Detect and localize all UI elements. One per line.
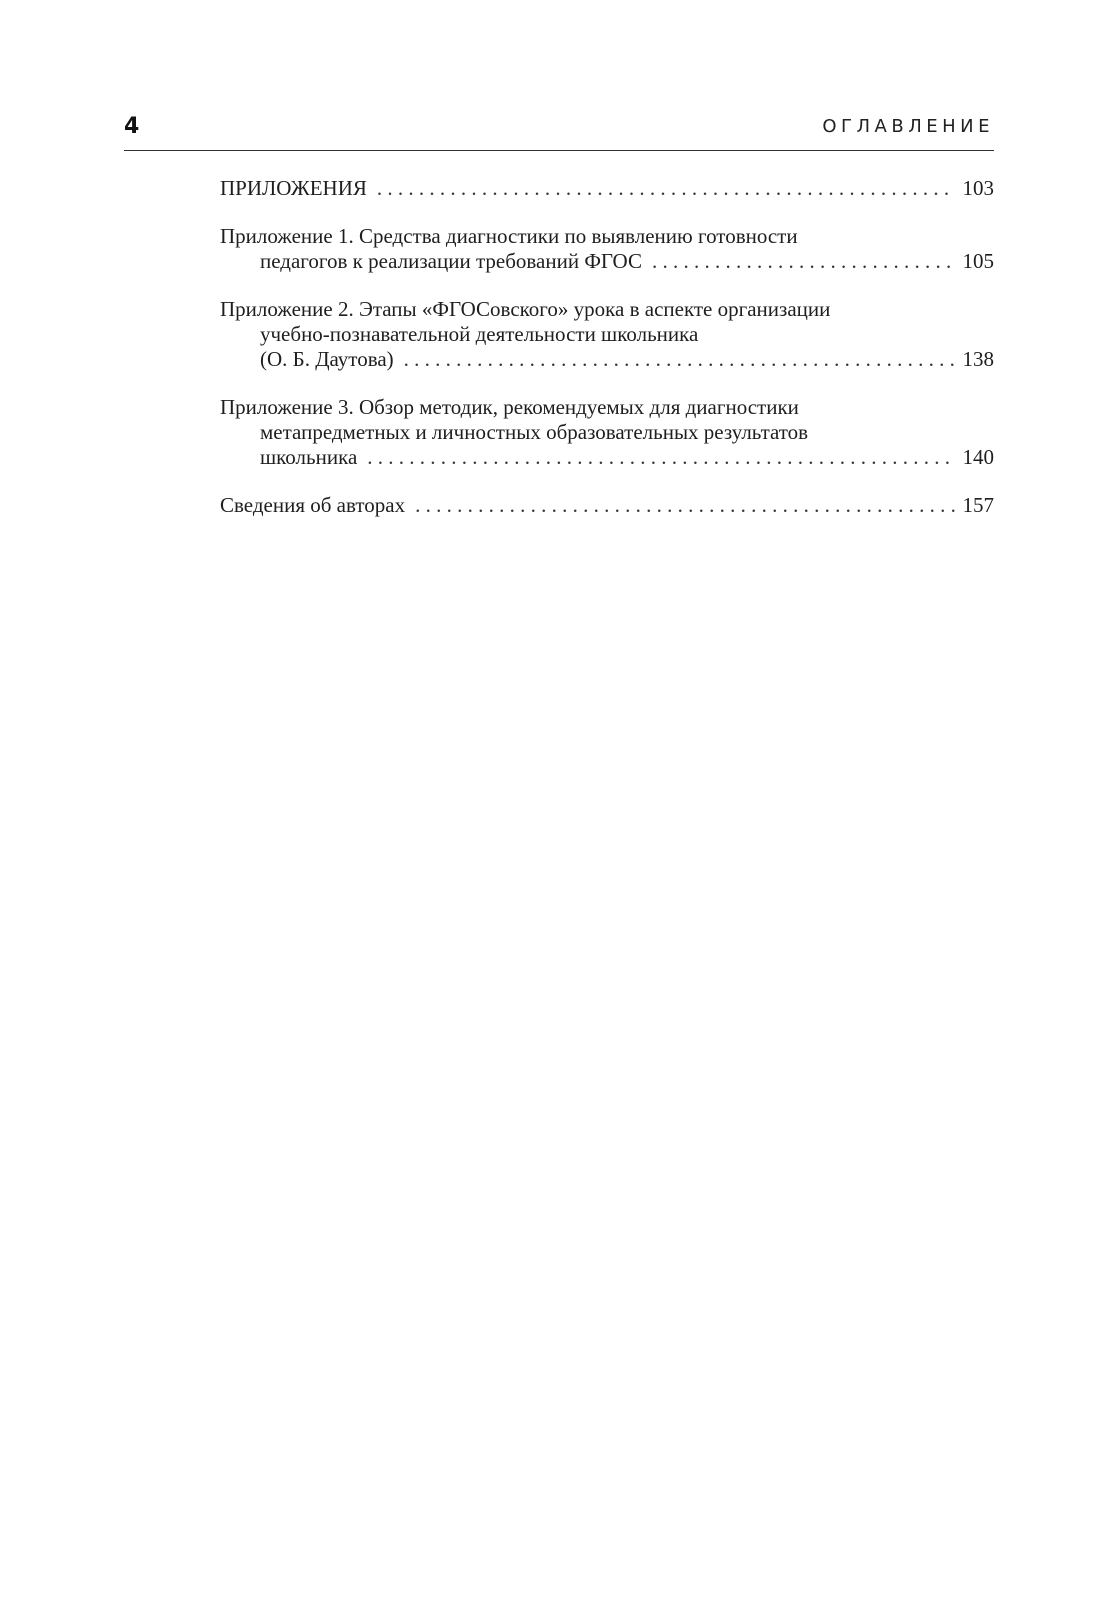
page-header [124,112,994,148]
toc-page-number: 103 [962,176,994,200]
toc-entry-line [220,445,994,470]
toc-page-number: 138 [962,347,994,371]
header-divider [124,150,994,151]
toc-entry-appendix-2 [220,297,994,372]
toc-entry-title: Сведения об авторах [220,493,406,517]
toc-entry-title-continuation: школьника [260,445,358,469]
running-title: ОГЛАВЛЕНИЕ [822,116,994,137]
dot-leader [652,249,955,274]
table-of-contents [220,176,994,541]
toc-entry-line [220,347,994,372]
toc-entry-author: (О. Б. Даутова) [260,347,394,371]
toc-entry-title: ПРИЛОЖЕНИЯ [220,176,367,200]
dot-leader [404,347,955,372]
toc-entry-title-continuation: педагогов к реализации требований ФГОС [260,249,642,273]
toc-entry-line [220,493,994,518]
toc-entry-title-line: Приложение 3. Обзор методик, рекомендуемых для диагностики [220,395,799,419]
toc-entry-line [220,176,994,201]
toc-entry-title-continuation: учебно-познавательной деятельности школьника [260,322,699,346]
toc-page-number: 105 [962,249,994,273]
toc-entry-appendix-3 [220,395,994,470]
toc-entry-title-continuation: метапредметных и личностных образовательных результатов [260,420,809,444]
dot-leader [415,493,954,518]
toc-entry-appendix-1 [220,224,994,274]
toc-entry-line [220,249,994,274]
toc-entry-appendices [220,176,994,201]
dot-leader [377,176,955,201]
toc-page-number: 140 [962,445,994,469]
page-number: 4 [124,114,140,139]
toc-entry-authors [220,493,994,518]
toc-entry-title-line: Приложение 2. Этапы «ФГОСовского» урока в аспекте организации [220,297,831,321]
toc-entry-title-line: Приложение 1. Средства диагностики по выявлению готовности [220,224,798,248]
dot-leader [367,445,954,470]
toc-page-number: 157 [962,493,994,517]
